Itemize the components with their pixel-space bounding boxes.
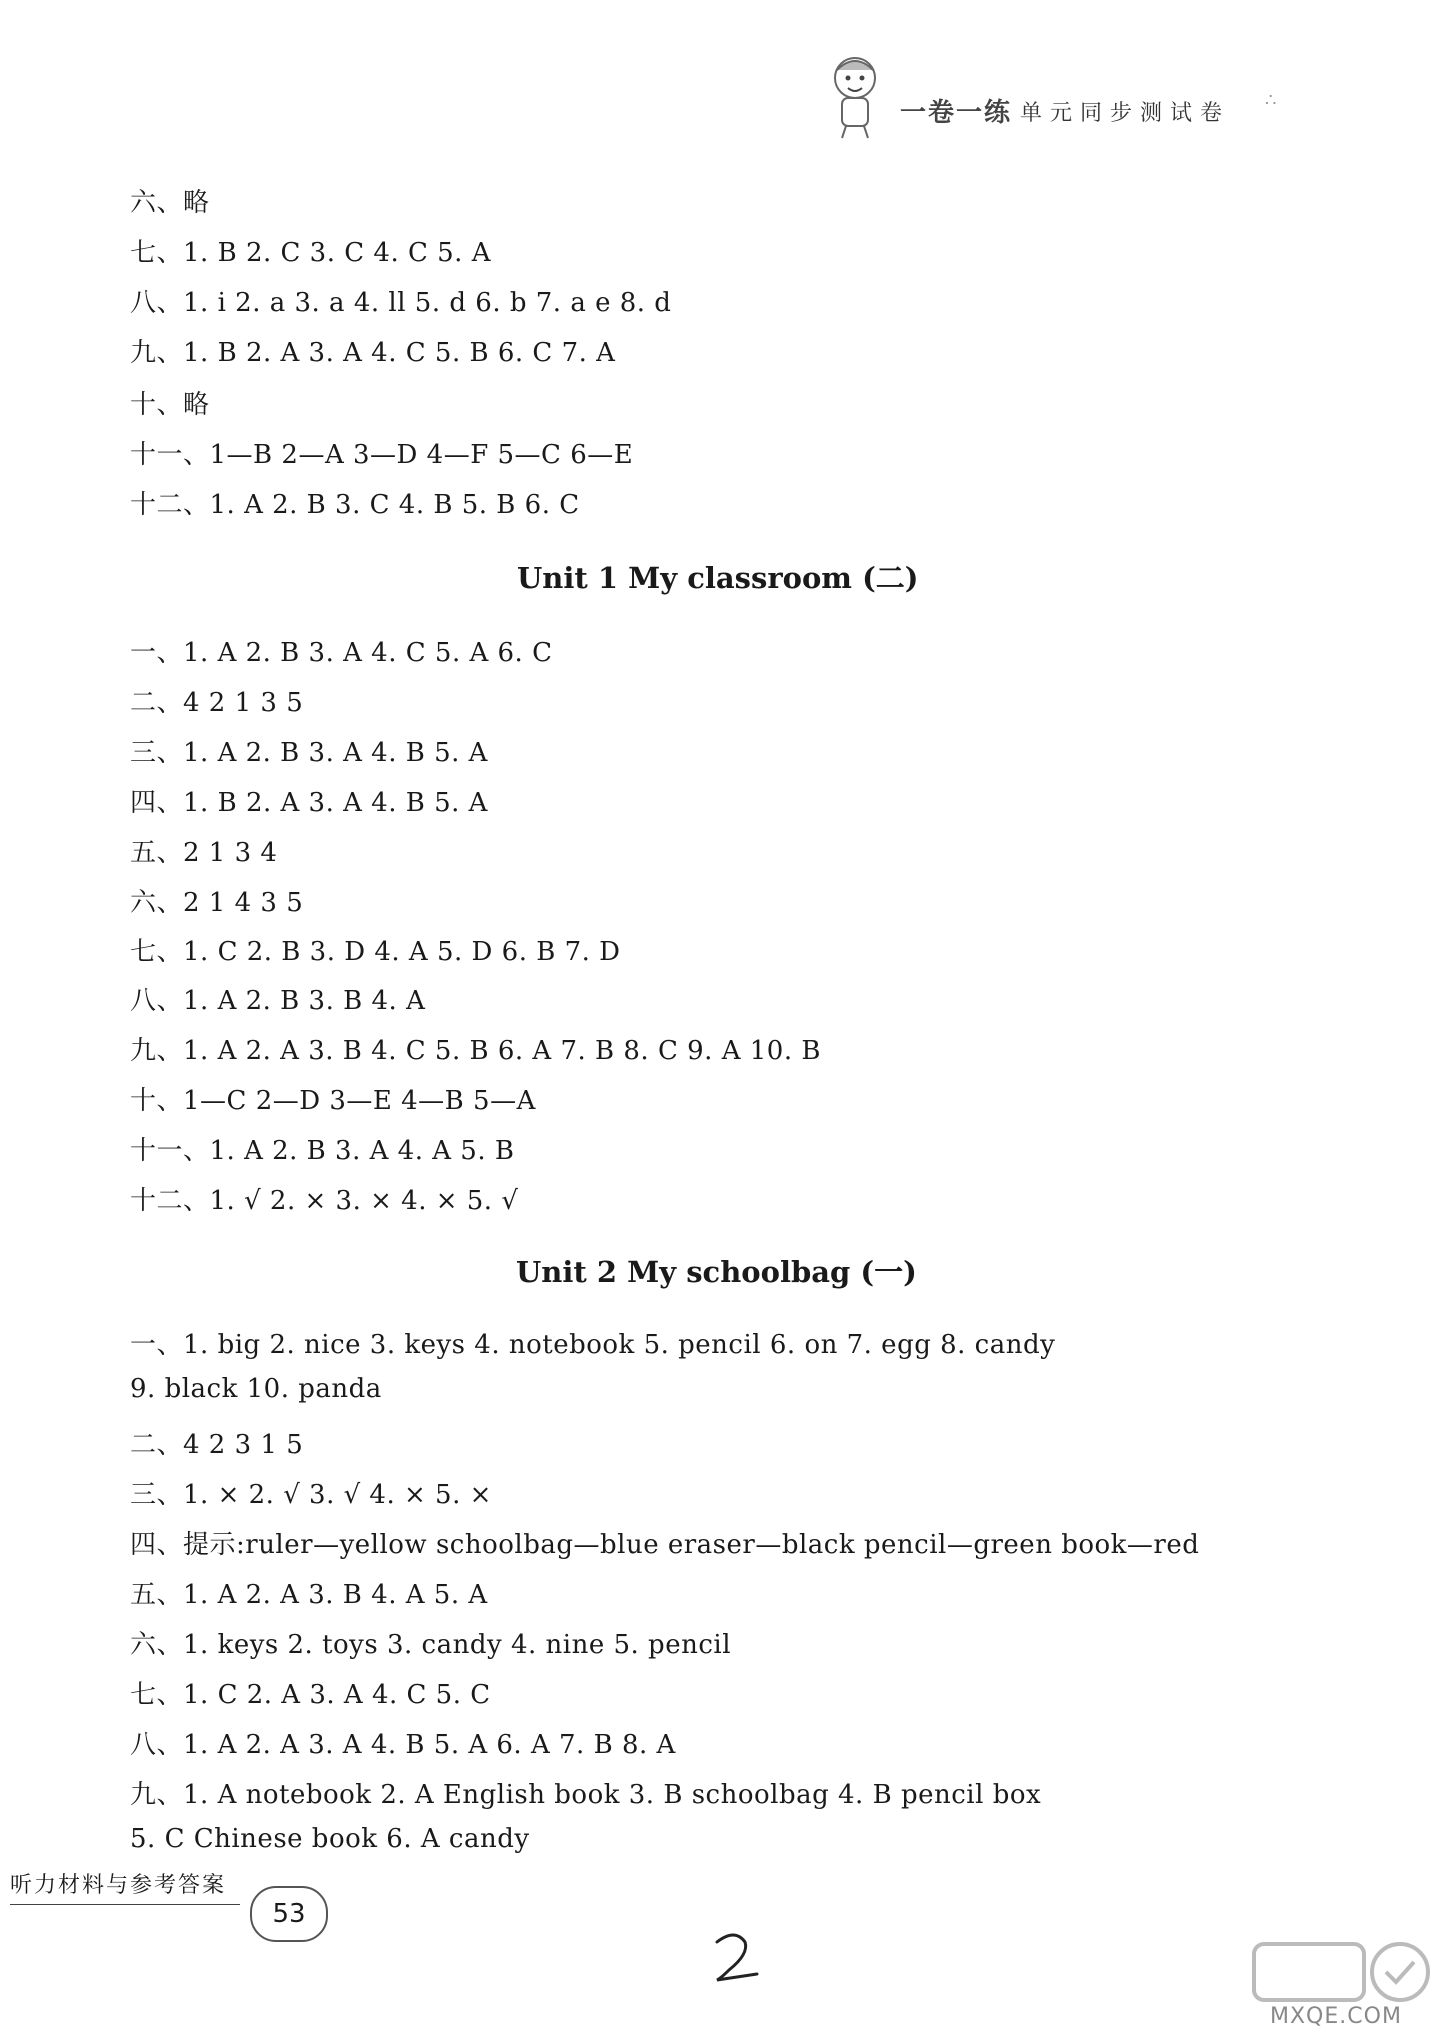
answer-line: 七、1. C 2. A 3. A 4. C 5. C (130, 1680, 491, 1710)
answer-line: 十、略 (130, 390, 210, 420)
brand-title: 一卷一练 (900, 98, 1013, 128)
answer-line: 五、1. A 2. A 3. B 4. A 5. A (130, 1580, 488, 1610)
answer-line: 三、1. A 2. B 3. A 4. B 5. A (130, 738, 488, 768)
answer-line: 二、4 2 1 3 5 (130, 688, 304, 718)
answer-line: 一、1. big 2. nice 3. keys 4. notebook 5. pencil 6. on 7. egg 8. candy (130, 1330, 1056, 1360)
section-heading: Unit 2 My schoolbag (一) (516, 1255, 917, 1289)
section-heading: Unit 1 My classroom (二) (517, 561, 919, 595)
answer-line: 五、2 1 3 4 (130, 838, 278, 868)
watermark-text: MXQE.COM (1270, 2004, 1402, 2029)
answer-line: 六、1. keys 2. toys 3. candy 4. nine 5. pencil (130, 1630, 732, 1660)
answer-line: 七、1. C 2. B 3. D 4. A 5. D 6. B 7. D (130, 937, 621, 967)
footer-divider (10, 1904, 240, 1905)
answer-line: 四、1. B 2. A 3. A 4. B 5. A (130, 788, 488, 818)
answer-line: 5. C Chinese book 6. A candy (130, 1824, 530, 1854)
answer-line: 九、1. A 2. A 3. B 4. C 5. B 6. A 7. B 8. C 9. A 10. B (130, 1036, 821, 1066)
answer-line: 八、1. i 2. a 3. a 4. ll 5. d 6. b 7. a e 8. d (130, 288, 672, 318)
answer-line: 三、1. × 2. √ 3. √ 4. × 5. × (130, 1480, 492, 1510)
page-number: 53 (250, 1886, 328, 1942)
answer-line: 九、1. A notebook 2. A English book 3. B schoolbag 4. B pencil box (130, 1780, 1042, 1810)
footer-label: 听力材料与参考答案 (10, 1873, 227, 1898)
handwritten-mark-icon (705, 1926, 765, 1986)
answer-line: 四、提示:ruler—yellow schoolbag—blue eraser—black pencil—green book—red (130, 1530, 1200, 1560)
answer-line: 十二、1. √ 2. × 3. × 4. × 5. √ (130, 1186, 519, 1216)
answer-line: 六、略 (130, 188, 210, 218)
answer-line: 八、1. A 2. A 3. A 4. B 5. A 6. A 7. B 8. A (130, 1730, 676, 1760)
cartoon-mascot-icon (820, 50, 890, 140)
answer-line: 十二、1. A 2. B 3. C 4. B 5. B 6. C (130, 490, 580, 520)
answer-line: 八、1. A 2. B 3. B 4. A (130, 986, 426, 1016)
answer-line: 9. black 10. panda (130, 1374, 382, 1404)
answer-line: 六、2 1 4 3 5 (130, 888, 304, 918)
answer-line: 九、1. B 2. A 3. A 4. C 5. B 6. C 7. A (130, 338, 616, 368)
answer-line: 十一、1. A 2. B 3. A 4. A 5. B (130, 1136, 515, 1166)
answer-line: 二、4 2 3 1 5 (130, 1430, 304, 1460)
page-header (820, 50, 1300, 140)
answer-line: 十一、1—B 2—A 3—D 4—F 5—C 6—E (130, 440, 634, 470)
answer-line: 七、1. B 2. C 3. C 4. C 5. A (130, 238, 491, 268)
decoration-icon: ∴ (1265, 90, 1277, 111)
answer-line: 一、1. A 2. B 3. A 4. C 5. A 6. C (130, 638, 553, 668)
answer-line: 十、1—C 2—D 3—E 4—B 5—A (130, 1086, 536, 1116)
brand-subtitle: 单元同步测试卷 (1020, 101, 1231, 126)
